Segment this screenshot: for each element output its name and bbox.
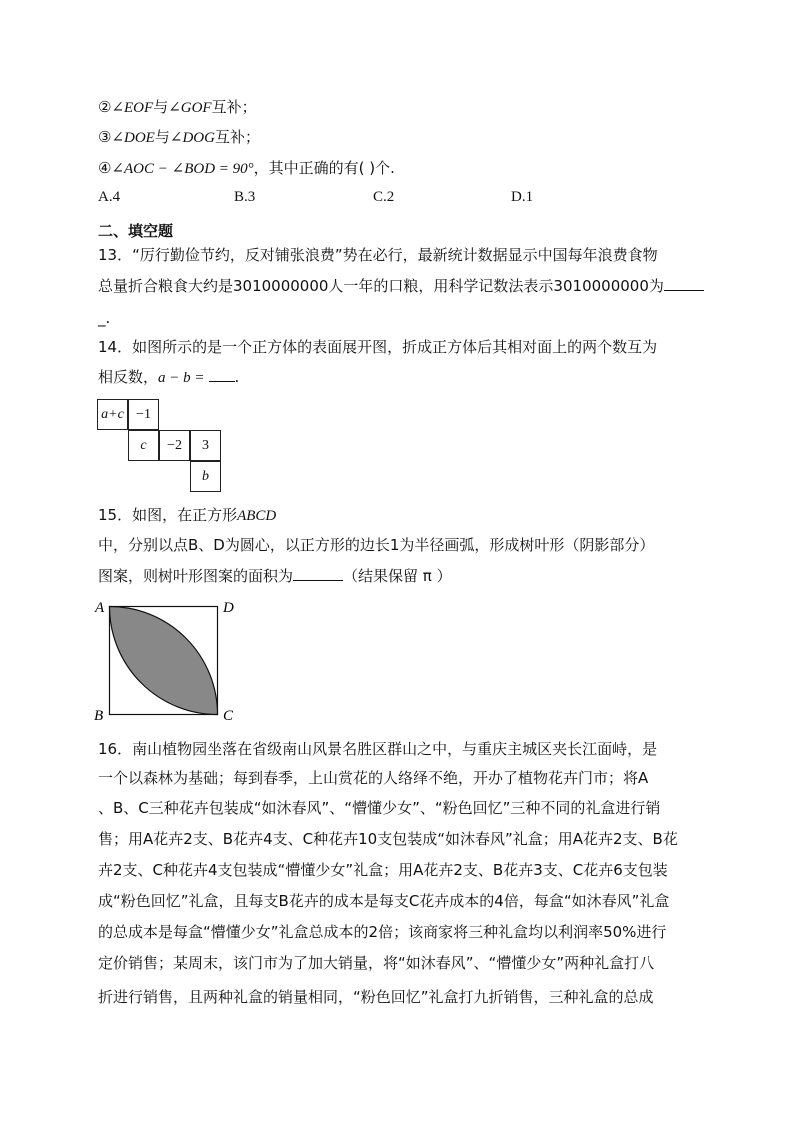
section-title: 二、填空题 (98, 222, 174, 240)
q16-line: 的总成本是每盒“懵懂少女”礼盒总成本的2倍；该商家将三种礼盒均以利润率50%进行 (98, 923, 667, 941)
statement-2-end: 互补； (211, 98, 257, 116)
option-d: D.1 (511, 189, 534, 205)
q14-line2-pre: 相反数， (98, 368, 159, 386)
net-cell: −1 (128, 399, 159, 430)
q16-line: 售；用A花卉2支、B花卉4支、C种花卉10支包装成“如沐春风”礼盒；用A花卉2支、B花 (98, 830, 678, 848)
net-cell: a+c (97, 399, 128, 430)
statement-4-mark: ④ (98, 159, 112, 177)
q13-line1: 13．“厉行勤俭节约，反对铺张浪费”势在必行，最新统计数据显示中国每年浪费食物 (98, 246, 658, 264)
option-a: A.4 (98, 189, 121, 205)
statement-3-end: 互补； (214, 128, 260, 146)
angle-eof: ∠EOF (111, 100, 154, 116)
angle-gof: ∠GOF (168, 100, 212, 116)
q13-line2 (98, 276, 704, 296)
statement-2-mid: 与 (153, 98, 169, 116)
statement-4-end: ，其中正确的有( )个. (253, 159, 395, 177)
q16-line: 定价销售；某周末，该门市为了加大销量，将“如沐春风”、“懵懂少女”两种礼盒打八 (98, 954, 655, 972)
q14-line2 (98, 367, 239, 388)
q15-line1-pre: 15．如图，在正方形 (98, 506, 238, 524)
leaf-shaded-region (110, 607, 218, 715)
q16-line: 成“粉色回忆”礼盒，且每支B花卉的成本是每支C花卉成本的4倍，每盒“如沐春风”礼盒 (98, 892, 670, 910)
label-c: C (223, 708, 234, 724)
label-a: A (95, 600, 105, 616)
q16-line: 、B、C三种花卉包装成“如沐春风”、“懵懂少女”、“粉色回忆”三种不同的礼盒进行销 (98, 799, 661, 817)
angle-dog: ∠DOG (169, 130, 215, 146)
angle-doe: ∠DOE (111, 130, 155, 146)
statement-3-mid: 与 (154, 128, 170, 146)
q15-line2: 中，分别以点B、D为圆心，以正方形的边长1为半径画弧，形成树叶形（阴影部分） (98, 536, 655, 554)
q16-line: 16．南山植物园坐落在省级南山风景名胜区群山之中，与重庆主城区夹长江面峙，是 (98, 740, 658, 758)
label-d: D (223, 600, 234, 616)
q15-line3-post: （结果保留 π ） (343, 567, 452, 585)
answer-blank (209, 367, 235, 382)
q15-line3-pre: 图案，则树叶形图案的面积为 (98, 567, 294, 585)
net-cell: −2 (159, 430, 190, 461)
net-cell: 3 (190, 430, 221, 461)
answer-blank (293, 566, 343, 581)
answer-blank (664, 276, 704, 291)
q16-line: 折进行销售，且两种礼盒的销量相同，“粉色回忆”礼盒打九折销售，三种礼盒的总成 (98, 988, 654, 1006)
statement-4 (98, 158, 395, 179)
option-c: C.2 (373, 189, 395, 205)
q14-line1: 14．如图所示的是一个正方体的表面展开图，折成正方体后其相对面上的两个数互为 (98, 338, 658, 356)
q16-line: 卉2支、C种花卉4支包装成“懵懂少女”礼盒；用A花卉2支、B花卉3支、C花卉6支包装 (98, 861, 668, 879)
q15-line1 (98, 505, 276, 526)
net-cell: c (128, 430, 159, 461)
statement-4-expr: ∠AOC − ∠BOD = 90° (111, 161, 254, 177)
q13-line3: _. (98, 309, 111, 327)
q16-line: 一个以森林为基础；每到春季，上山赏花的人络绎不绝，开办了植物花卉门市；将A (98, 769, 649, 787)
net-cell: b (190, 461, 221, 492)
statement-2 (98, 97, 257, 118)
leaf-figure (90, 596, 250, 726)
statement-3-mark: ③ (98, 128, 112, 146)
q15-line3 (98, 566, 452, 586)
option-b: B.3 (234, 189, 256, 205)
q13-line2-text: 总量折合粮食大约是3010000000人一年的口粮，用科学记数法表示3010000000为 (98, 277, 664, 295)
square-name: ABCD (237, 508, 277, 524)
q14-line2-post: . (234, 368, 240, 386)
q14-expression: a − b = (158, 370, 205, 386)
label-b: B (94, 708, 104, 724)
statement-2-mark: ② (98, 98, 112, 116)
statement-3 (98, 127, 260, 148)
